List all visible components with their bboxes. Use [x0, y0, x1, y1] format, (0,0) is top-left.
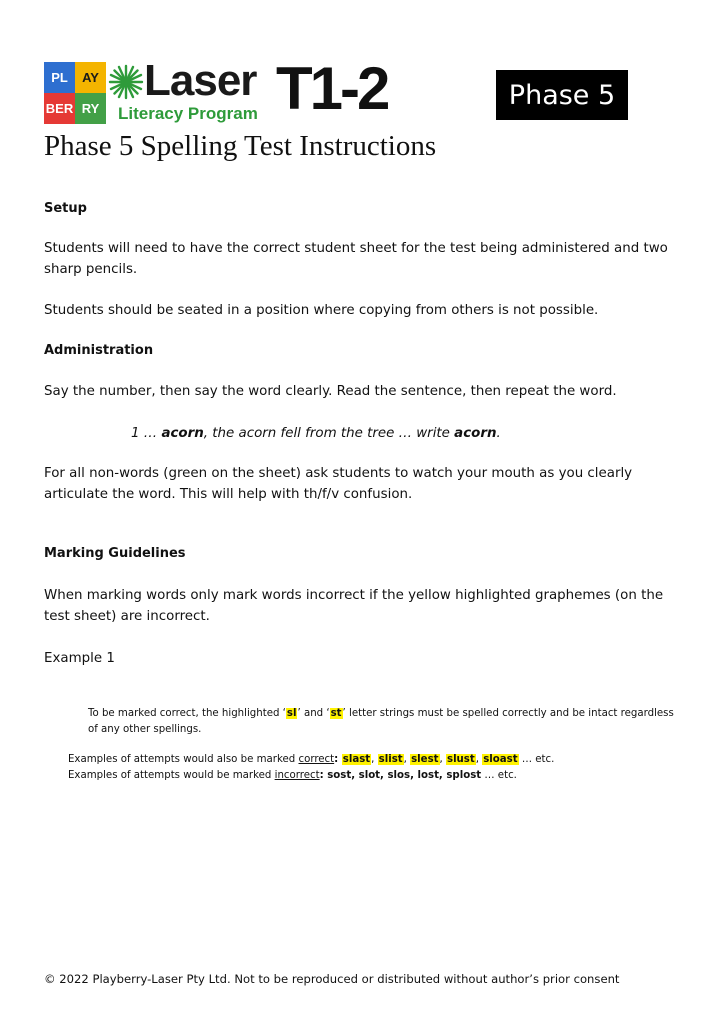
- administration-example: [131, 423, 631, 444]
- puzzle-logo: [44, 62, 106, 124]
- correct-word: slist: [378, 754, 403, 765]
- administration-paragraph-2: For all non-words (green on the sheet) ask students to watch your mouth as you clearly articulate the word. This will help with th/f/v confusion.: [44, 466, 633, 502]
- administration-heading: Administration: [44, 343, 154, 358]
- incorrect-examples: [68, 768, 688, 784]
- example-word: acorn: [161, 426, 204, 441]
- setup-paragraph-1: Students will need to have the correct student sheet for the test being administered and two sharp pencils.: [44, 241, 668, 277]
- marking-rule: [88, 706, 684, 738]
- example-sentence: , the acorn fell from the tree … write: [203, 426, 455, 441]
- incorrect-tail: … etc.: [481, 770, 517, 781]
- incorrect-words: sost, slot, slos, lost, splost: [327, 770, 482, 781]
- logo-laser-text: Laser: [144, 56, 257, 105]
- puzzle-piece-blue: PL: [44, 62, 75, 93]
- correct-word: slust: [447, 754, 475, 765]
- puzzle-piece-green: RY: [75, 93, 106, 124]
- administration-paragraph-1: Say the number, then say the word clearly. Read the sentence, then repeat the word.: [44, 384, 617, 399]
- example-word-repeat: acorn: [454, 426, 497, 441]
- incorrect-colon: :: [319, 770, 328, 781]
- logo-grade-text: T1-2: [276, 55, 388, 122]
- example-prefix: 1 …: [131, 426, 162, 441]
- grapheme-sl: sl: [286, 708, 297, 719]
- marking-heading: Marking Guidelines: [44, 546, 186, 561]
- correct-lead: Examples of attempts would also be marked: [68, 754, 299, 765]
- setup-heading: Setup: [44, 201, 87, 216]
- puzzle-piece-yellow: AY: [75, 62, 106, 93]
- grapheme-st: st: [330, 708, 342, 719]
- laser-burst-icon: [108, 64, 144, 100]
- correct-word: sloast: [483, 754, 518, 765]
- page-title: Phase 5 Spelling Test Instructions: [44, 130, 437, 162]
- rule-text-1: To be marked correct, the highlighted ‘: [88, 708, 286, 719]
- puzzle-piece-red: BER: [44, 93, 75, 124]
- rule-text-2: ’ and ‘: [297, 708, 330, 719]
- correct-colon: :: [334, 754, 342, 765]
- incorrect-lead: Examples of attempts would be marked: [68, 770, 275, 781]
- setup-paragraph-2: Students should be seated in a position where copying from others is not possible.: [44, 303, 599, 318]
- correct-tail: … etc.: [518, 754, 555, 765]
- marking-paragraph-1: When marking words only mark words incorrect if the yellow highlighted graphemes (on the test sheet) are incorrect.: [44, 588, 664, 624]
- program-logo: [44, 55, 404, 128]
- logo-program-text: Literacy Program: [118, 104, 258, 123]
- correct-word: slest: [411, 754, 439, 765]
- copyright-footer: © 2022 Playberry-Laser Pty Ltd. Not to be reproduced or distributed without author’s prior consent: [44, 972, 620, 986]
- correct-examples: Examples of attempts would also be marked correct: slast, slist, slest, slust, sloast … etc.: [68, 754, 555, 765]
- correct-word: slast: [342, 754, 371, 765]
- incorrect-keyword: incorrect: [274, 770, 320, 781]
- rule-text-3: ’ letter strings must be spelled correctly and be intact regardless of any other spellings.: [88, 708, 674, 735]
- example-suffix: .: [496, 426, 501, 441]
- example-label: Example 1: [44, 651, 115, 666]
- phase-badge: Phase 5: [496, 70, 628, 120]
- correct-keyword: correct: [298, 754, 335, 765]
